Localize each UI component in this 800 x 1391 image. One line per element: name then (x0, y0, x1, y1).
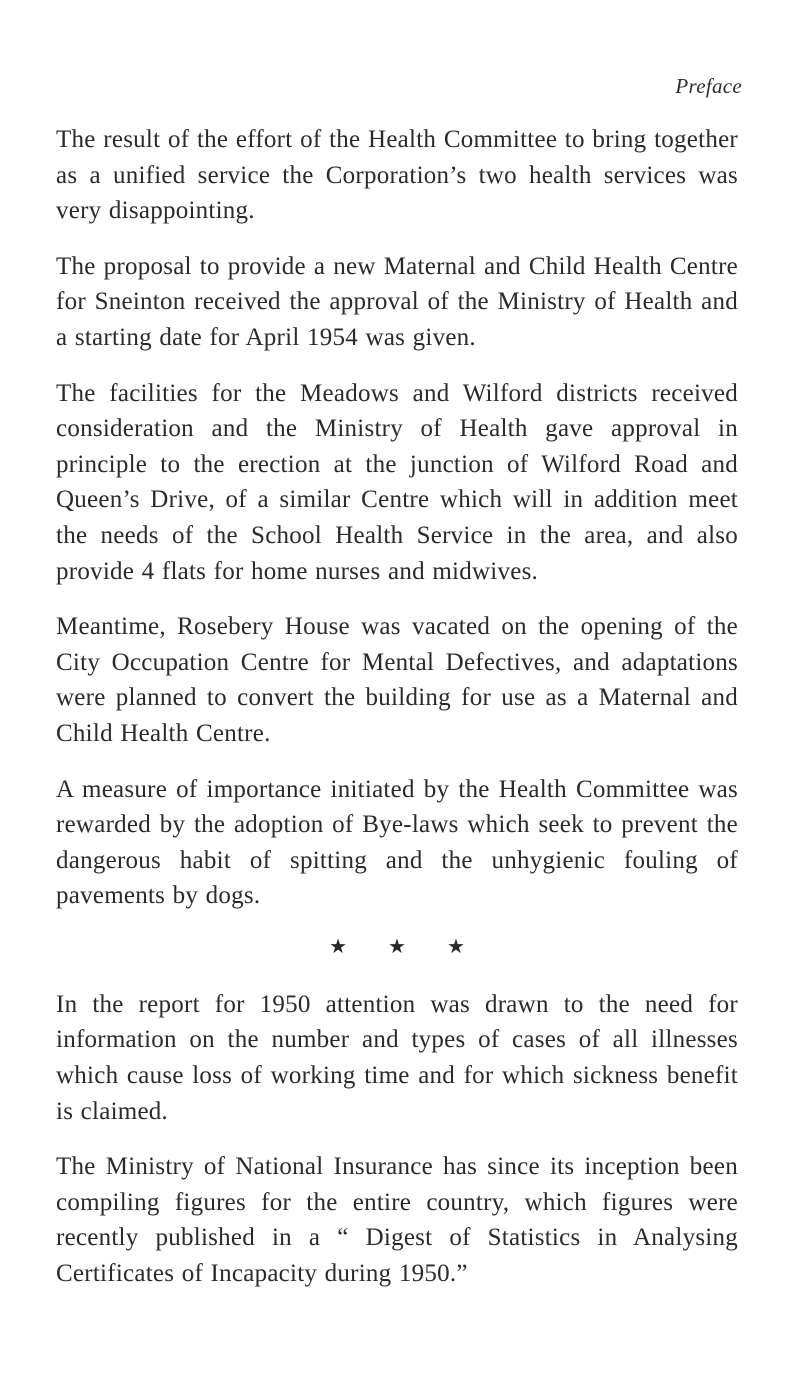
paragraph-bye-laws: A measure of importance initiated by the Health Committee was rewarded by the adoption of Bye-laws which seek to prevent the dangerous habit of spitting and the unhygienic fouling of pavements by dogs. (56, 775, 738, 910)
paragraph-meadows-wilford: The facilities for the Meadows and Wilford districts received consideration and the Ministry of Health gave approval in principle to the erection at the junction of Wilford Road and Queen’s Drive, of a similar Centre which will in addition meet the needs of the School Health Service in the area, and also provide 4 flats for home nurses and midwives. (56, 379, 738, 585)
paragraph-report-1950: In the report for 1950 attention was drawn to the need for information on the number and types of cases of all illnesses which cause loss of working time and for which sickness benefit is claimed. (56, 990, 738, 1125)
paragraph-sneinton-centre: The proposal to provide a new Maternal and Child Health Centre for Sneinton received the approval of the Ministry of Health and a starting date for April 1954 was given. (56, 252, 738, 351)
section-separator-stars: ★ ★ ★ (329, 935, 483, 958)
paragraph-unified-service: The result of the effort of the Health Committee to bring together as a unified service the Corporation’s two health services was very disappointing. (56, 126, 738, 225)
paragraph-national-insurance: The Ministry of National Insurance has since its inception been compiling figures for the entire country, which figures were recently published in a “ Digest of Statistics in Analysing Certificates of Incapacity during 1950.” (56, 1153, 738, 1288)
running-head-title: Preface (675, 74, 742, 98)
paragraph-rosebery-house: Meantime, Rosebery House was vacated on the opening of the City Occupation Centre for Mental Defectives, and adaptations were planned to convert the building for use as a Maternal and Child Health Centre. (56, 613, 738, 747)
page-body (56, 122, 738, 1312)
